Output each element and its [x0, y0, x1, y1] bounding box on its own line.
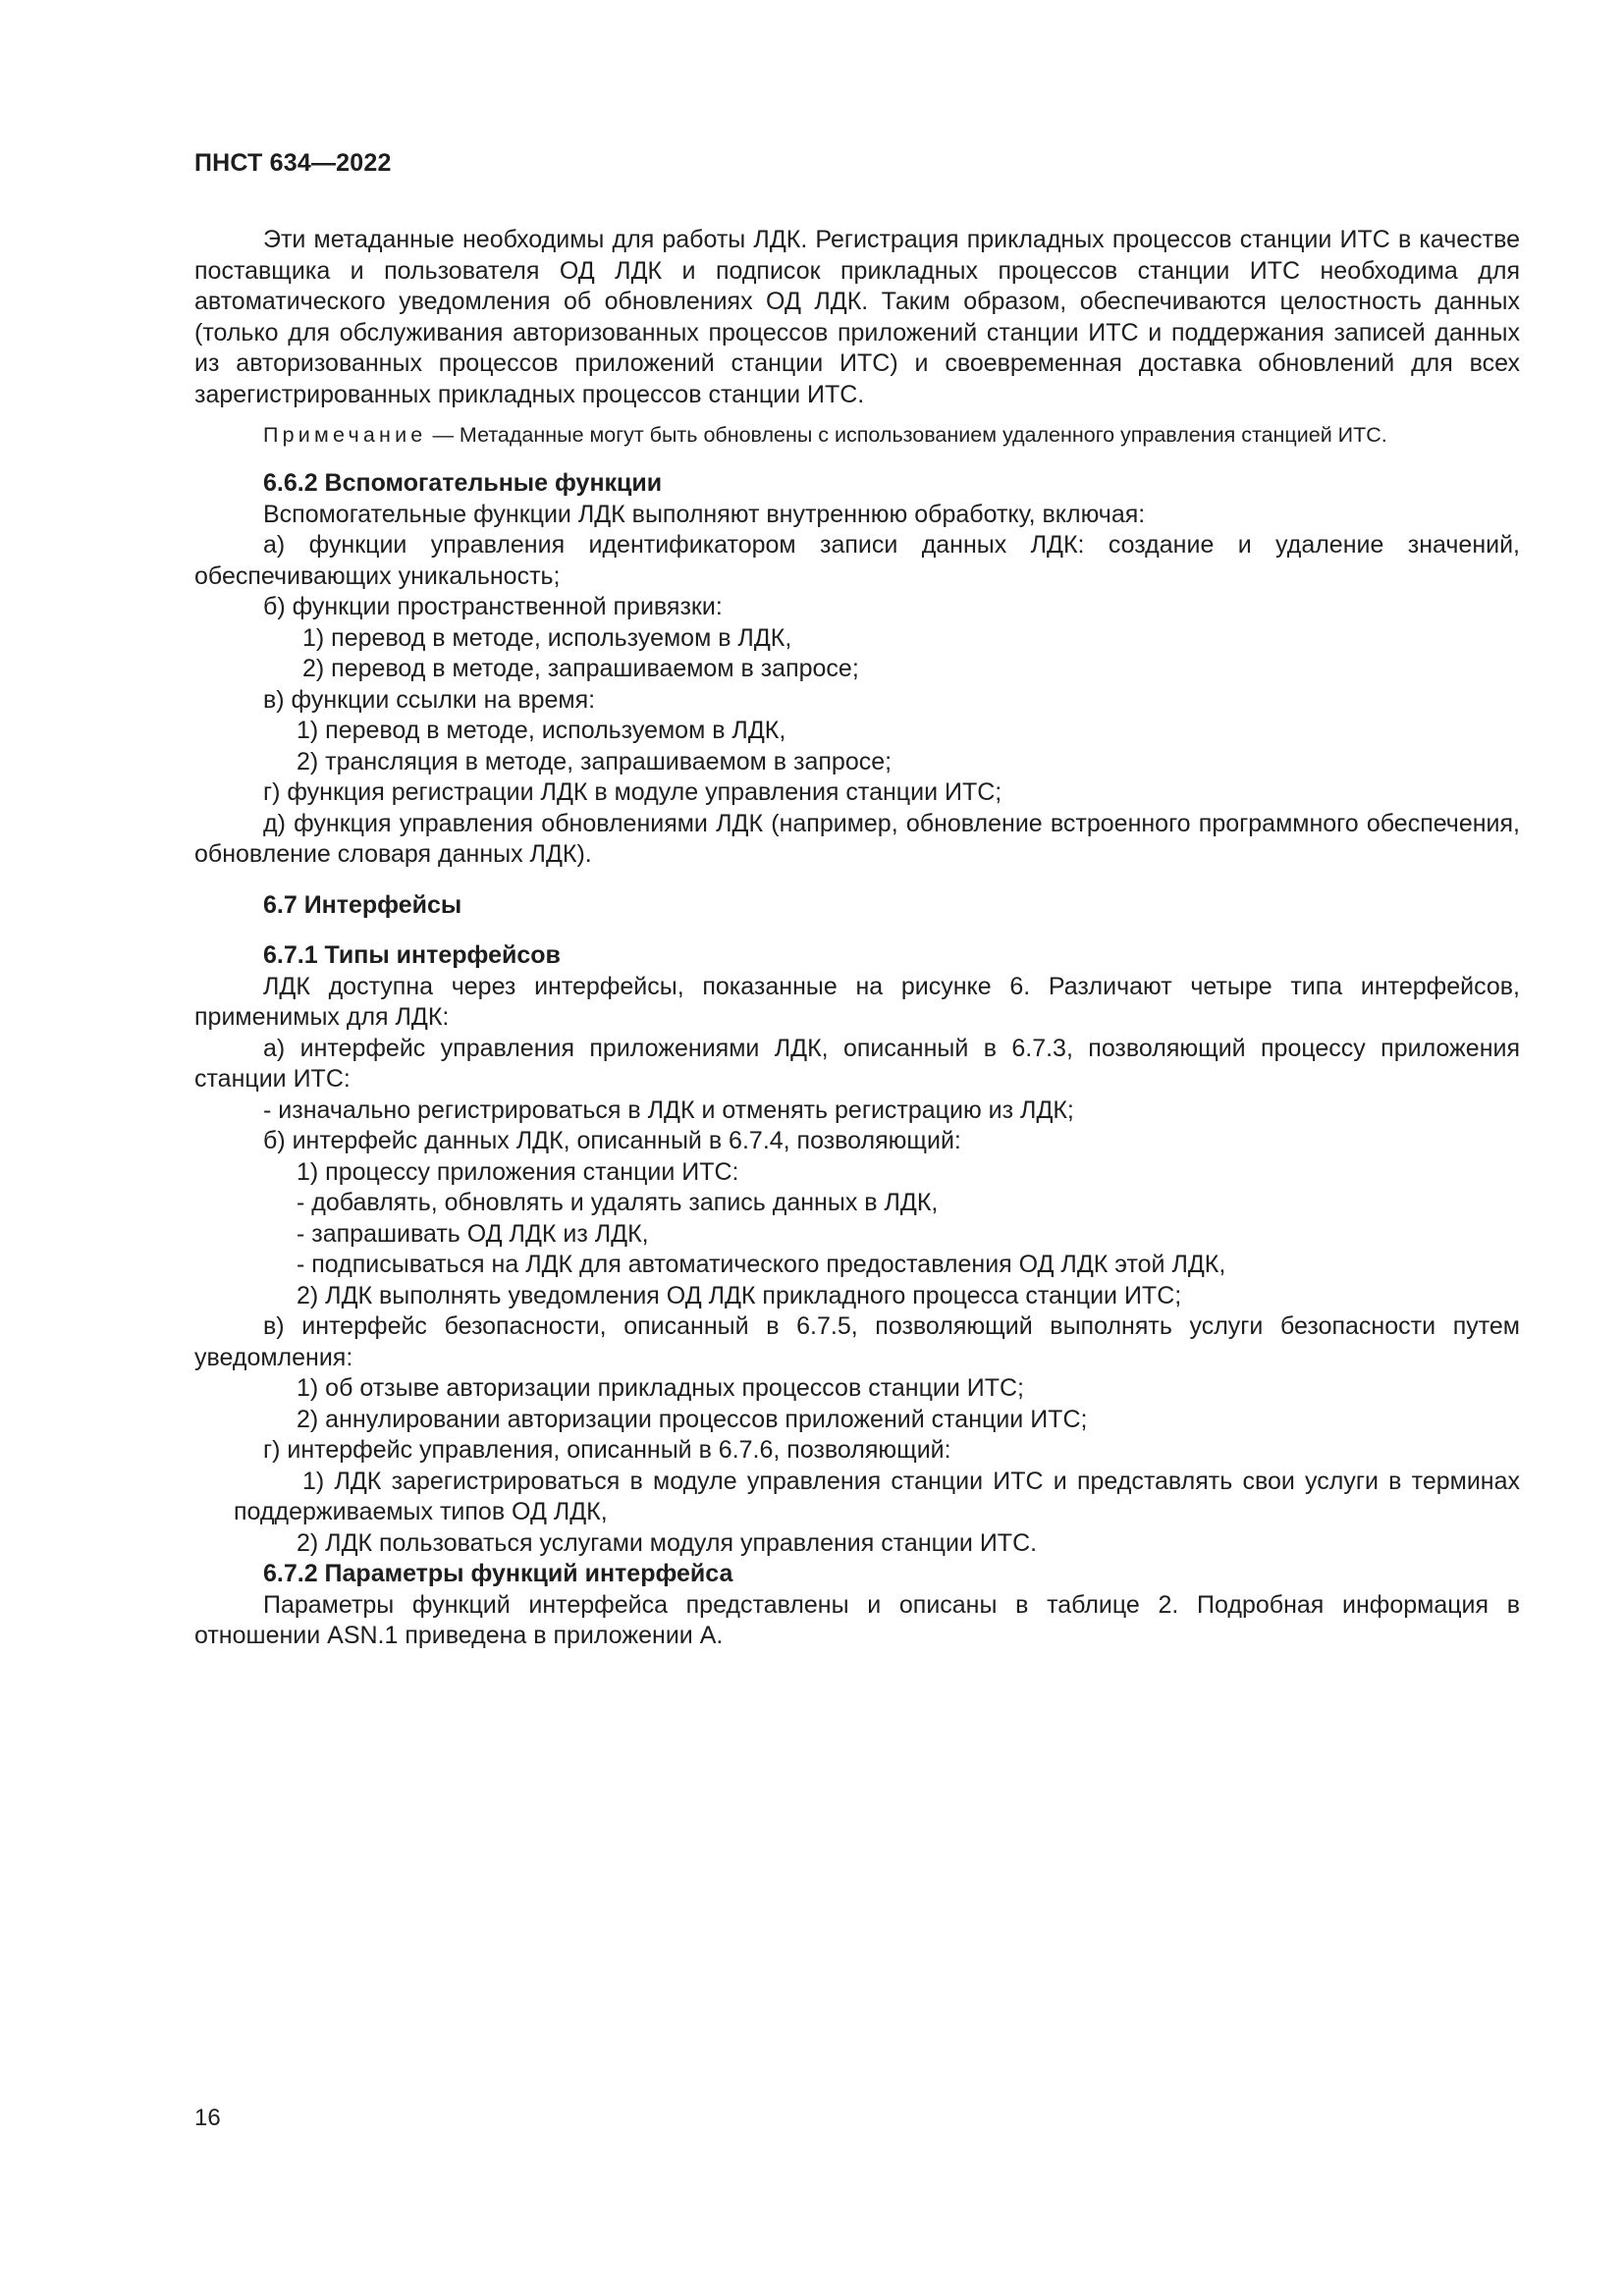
list-dash-item: - изначально регистрироваться в ЛДК и отменять регистрацию из ЛДК; — [263, 1095, 1074, 1124]
list-subitem: 2) ЛДК пользоваться услугами модуля управления станции ИТС. — [297, 1528, 1038, 1557]
note-text: — Метаданные могут быть обновлены с использованием удаленного управления станцией ИТС. — [432, 423, 1387, 447]
list-subitem: 1) перевод в методе, используемом в ЛДК, — [302, 623, 792, 652]
section-heading-6-6-2: 6.6.2 Вспомогательные функции — [263, 469, 663, 497]
list-item: б) функции пространственной привязки: — [263, 593, 723, 620]
list-dash-item: - подписываться на ЛДК для автоматического предоставления ОД ЛДК этой ЛДК, — [297, 1251, 1226, 1278]
list-dash-item: - запрашивать ОД ЛДК из ЛДК, — [297, 1219, 649, 1248]
list-dash-item: - добавлять, обновлять и удалять запись данных в ЛДК, — [297, 1189, 939, 1216]
list-item: д) функция управления обновлениями ЛДК (например, обновление встроенного программного обеспечения, обновление словаря данных ЛДК). — [194, 809, 1520, 868]
list-item: б) интерфейс данных ЛДК, описанный в 6.7.4, позволяющий: — [263, 1127, 961, 1154]
list-subitem: 2) аннулировании авторизации процессов приложений станции ИТС; — [297, 1405, 1088, 1433]
page-number: 16 — [194, 2105, 221, 2131]
section-heading-6-7-1: 6.7.1 Типы интерфейсов — [263, 941, 561, 969]
list-subitem: 2) трансляция в методе, запрашиваемом в запросе; — [297, 747, 893, 775]
list-item: а) интерфейс управления приложениями ЛДК, описанный в 6.7.3, позволяющий процессу приложения станции ИТС: — [194, 1034, 1520, 1093]
section-heading-6-7-2: 6.7.2 Параметры функций интерфейса — [263, 1560, 733, 1587]
list-subitem: 1) перевод в методе, используемом в ЛДК, — [297, 717, 786, 744]
section-intro: Вспомогательные функции ЛДК выполняют внутреннюю обработку, включая: — [263, 500, 1146, 528]
list-subitem: 2) перевод в методе, запрашиваемом в запросе; — [302, 655, 859, 682]
section-heading-6-7: 6.7 Интерфейсы — [263, 890, 462, 919]
list-subitem: 2) ЛДК выполнять уведомления ОД ЛДК прикладного процесса станции ИТС; — [297, 1281, 1182, 1309]
list-item: в) интерфейс безопасности, описанный в 6.7.5, позволяющий выполнять услуги безопасности путем уведомления: — [194, 1312, 1520, 1371]
list-subitem: 1) процессу приложения станции ИТС: — [297, 1157, 739, 1186]
list-item: г) интерфейс управления, описанный в 6.7.6, позволяющий: — [263, 1436, 951, 1464]
list-item: в) функции ссылки на время: — [263, 685, 596, 714]
note — [194, 420, 1520, 451]
list-subitem: 1) ЛДК зарегистрироваться в модуле управления станции ИТС и представлять свои услуги в терминах поддерживаемых типов ОД ЛДК, — [234, 1467, 1520, 1525]
section-text: Параметры функций интерфейса представлены и описаны в таблице 2. Подробная информация в отношении ASN.1 приведена в приложении А. — [194, 1590, 1520, 1649]
list-item: г) функция регистрации ЛДК в модуле управления станции ИТС; — [263, 778, 1002, 806]
document-id-header: ПНСТ 634—2022 — [194, 149, 392, 177]
list-subitem: 1) об отзыве авторизации прикладных процессов станции ИТС; — [297, 1374, 1025, 1402]
list-item: а) функции управления идентификатором записи данных ЛДК: создание и удаление значений, обеспечивающих уникальность; — [194, 531, 1520, 590]
note-label: Примечание — [263, 423, 427, 447]
page-body — [194, 225, 1520, 1652]
paragraph-metadata: Эти метаданные необходимы для работы ЛДК. Регистрация прикладных процессов станции ИТС в качестве поставщика и пользователя ОД ЛДК и подписок прикладных процессов станции ИТС необходима для автоматического уведомления об обновлениях ОД ЛДК. Таким образом, обеспечиваются целостность данных (только для обслуживания авторизованных процессов приложений станции ИТС и поддержания записей данных из авторизованных процессов приложений станции ИТС) и своевременная доставка обновлений для всех зарегистрированных прикладных процессов станции ИТС. — [194, 226, 1520, 408]
section-intro: ЛДК доступна через интерфейсы, показанные на рисунке 6. Различают четыре типа интерфейсов, применимых для ЛДК: — [194, 972, 1520, 1031]
